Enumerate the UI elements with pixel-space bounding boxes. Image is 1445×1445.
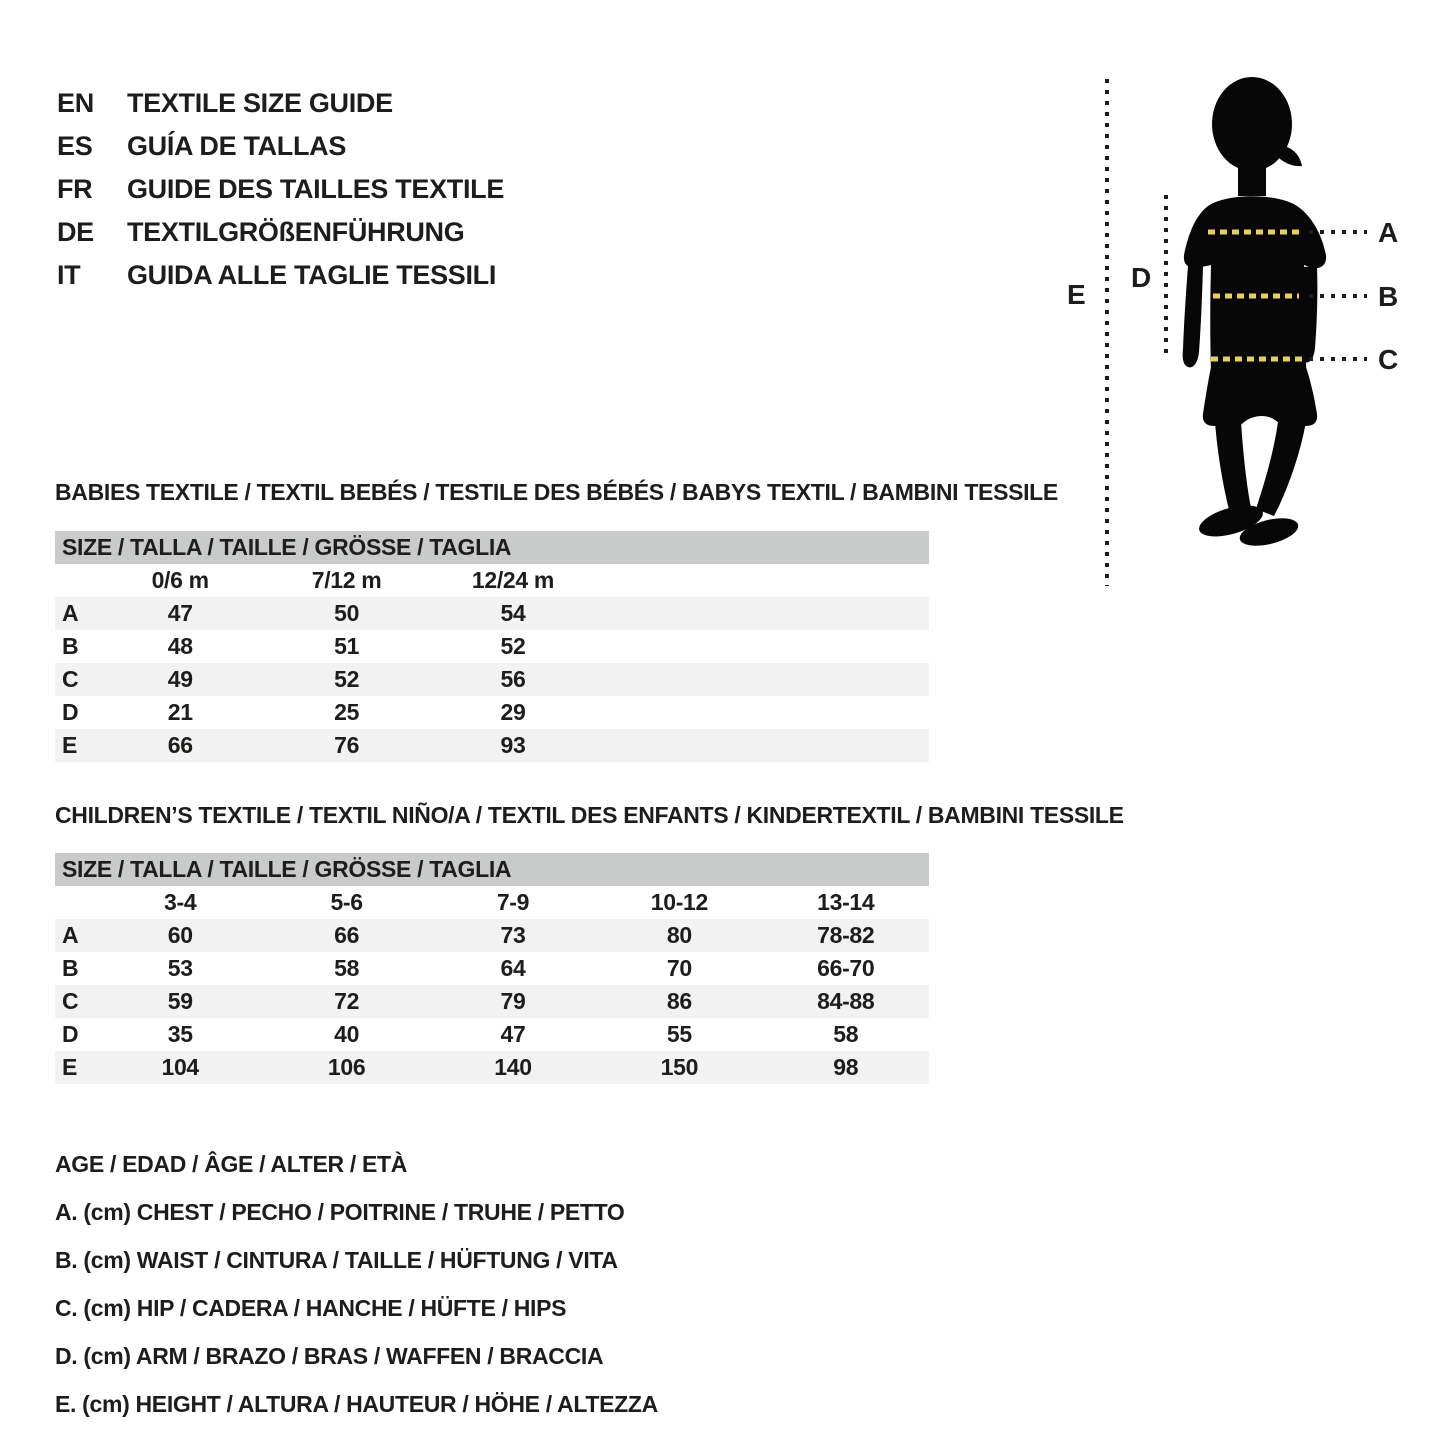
table-row — [55, 919, 929, 952]
babies-column-headers — [55, 564, 929, 597]
child-silhouette — [1183, 77, 1326, 551]
row-label: E — [62, 1054, 78, 1080]
children-column-headers — [55, 886, 929, 919]
legend-age: AGE / EDAD / ÂGE / ALTER / ETÀ — [55, 1150, 408, 1177]
column-header: 7/12 m — [311, 567, 382, 593]
column-header: 5-6 — [330, 889, 363, 915]
table-cell: 49 — [167, 666, 193, 692]
table-cell: 51 — [334, 633, 360, 659]
table-cell: 66 — [167, 732, 193, 758]
table-cell: 58 — [833, 1021, 859, 1047]
lang-code: IT — [57, 260, 81, 290]
table-cell: 70 — [666, 955, 692, 981]
table-cell: 58 — [334, 955, 360, 981]
table-row — [55, 696, 929, 729]
table-cell: 29 — [500, 699, 526, 725]
row-label: C — [62, 666, 79, 692]
label-a: A — [1378, 217, 1398, 248]
row-label: A — [62, 922, 79, 948]
babies-section-title: BABIES TEXTILE / TEXTIL BEBÉS / TESTILE DES BÉBÉS / BABYS TEXTIL / BAMBINI TESSILE — [55, 479, 1058, 505]
lang-row-de — [57, 211, 504, 254]
table-cell: 76 — [334, 732, 360, 758]
lang-row-it — [57, 254, 504, 297]
table-cell: 72 — [334, 988, 360, 1014]
table-cell: 21 — [167, 699, 193, 725]
table-cell: 84-88 — [817, 988, 875, 1014]
table-row — [55, 985, 929, 1018]
table-cell: 150 — [660, 1054, 699, 1080]
table-row — [55, 952, 929, 985]
guide-title: GUIDA ALLE TAGLIE TESSILI — [127, 260, 496, 290]
table-cell: 52 — [334, 666, 360, 692]
table-cell: 80 — [666, 922, 692, 948]
lang-code: FR — [57, 174, 93, 204]
lang-code: EN — [57, 88, 94, 118]
table-cell: 86 — [666, 988, 692, 1014]
table-row — [55, 597, 929, 630]
table-row — [55, 663, 929, 696]
legend-waist: B. (cm) WAIST / CINTURA / TAILLE / HÜFTUNG / VITA — [55, 1246, 618, 1273]
lang-code: DE — [57, 217, 94, 247]
column-header: 10-12 — [650, 889, 708, 915]
table-cell: 93 — [500, 732, 526, 758]
table-cell: 47 — [167, 600, 193, 626]
legend-chest: A. (cm) CHEST / PECHO / POITRINE / TRUHE / PETTO — [55, 1198, 625, 1225]
lang-row-fr — [57, 168, 504, 211]
child-silhouette-diagram — [1045, 60, 1445, 590]
label-d: D — [1131, 262, 1151, 293]
table-cell: 55 — [666, 1021, 692, 1047]
legend-height: E. (cm) HEIGHT / ALTURA / HAUTEUR / HÖHE / ALTEZZA — [55, 1390, 658, 1417]
guide-title: TEXTILE SIZE GUIDE — [127, 88, 393, 118]
measurement-legend — [55, 1140, 658, 1428]
row-label: B — [62, 633, 79, 659]
label-c: C — [1378, 344, 1398, 375]
row-label: A — [62, 600, 79, 626]
label-e: E — [1067, 279, 1086, 310]
table-row — [55, 1051, 929, 1084]
legend-hip: C. (cm) HIP / CADERA / HANCHE / HÜFTE / HIPS — [55, 1294, 567, 1321]
table-cell: 60 — [167, 922, 193, 948]
label-b: B — [1378, 281, 1398, 312]
row-label: D — [62, 1021, 79, 1047]
table-cell: 47 — [500, 1021, 526, 1047]
table-cell: 52 — [500, 633, 526, 659]
table-cell: 40 — [334, 1021, 360, 1047]
table-cell: 53 — [167, 955, 193, 981]
row-label: D — [62, 699, 79, 725]
measurement-figure — [1045, 60, 1445, 590]
table-cell: 59 — [167, 988, 193, 1014]
column-header: 0/6 m — [151, 567, 209, 593]
row-label: B — [62, 955, 79, 981]
table-cell: 66 — [334, 922, 360, 948]
lang-row-es — [57, 125, 504, 168]
table-cell: 106 — [327, 1054, 366, 1080]
table-cell: 25 — [334, 699, 360, 725]
table-cell: 98 — [833, 1054, 859, 1080]
table-cell: 140 — [494, 1054, 532, 1080]
table-row — [55, 630, 929, 663]
children-size-table — [55, 853, 929, 1084]
table-cell: 104 — [161, 1054, 199, 1080]
table-cell: 56 — [500, 666, 526, 692]
table-cell: 66-70 — [817, 955, 875, 981]
column-header: 13-14 — [817, 889, 875, 915]
babies-table-header: SIZE / TALLA / TAILLE / GRÖSSE / TAGLIA — [55, 531, 929, 564]
children-table-header: SIZE / TALLA / TAILLE / GRÖSSE / TAGLIA — [55, 853, 929, 886]
table-cell: 35 — [167, 1021, 193, 1047]
language-header — [57, 82, 504, 297]
table-row — [55, 729, 929, 762]
column-header: 3-4 — [164, 889, 197, 915]
table-cell: 48 — [167, 633, 193, 659]
row-label: C — [62, 988, 79, 1014]
column-header: 7-9 — [496, 889, 530, 915]
guide-title: TEXTILGRÖßENFÜHRUNG — [127, 217, 465, 247]
legend-arm: D. (cm) ARM / BRAZO / BRAS / WAFFEN / BRACCIA — [55, 1342, 604, 1369]
lang-code: ES — [57, 131, 93, 161]
table-cell: 54 — [500, 600, 526, 626]
column-header: 12/24 m — [471, 567, 555, 593]
table-cell: 50 — [334, 600, 360, 626]
table-cell: 73 — [500, 922, 526, 948]
guide-title: GUÍA DE TALLAS — [127, 131, 347, 161]
table-cell: 79 — [500, 988, 526, 1014]
babies-size-table — [55, 531, 929, 762]
row-label: E — [62, 732, 78, 758]
children-section-title: CHILDREN’S TEXTILE / TEXTIL NIÑO/A / TEXTIL DES ENFANTS / KINDERTEXTIL / BAMBINI TESSILE — [55, 802, 1124, 828]
table-cell: 64 — [500, 955, 526, 981]
lang-row-en — [57, 82, 504, 125]
table-row — [55, 1018, 929, 1051]
guide-title: GUIDE DES TAILLES TEXTILE — [127, 174, 505, 204]
table-cell: 78-82 — [817, 922, 875, 948]
